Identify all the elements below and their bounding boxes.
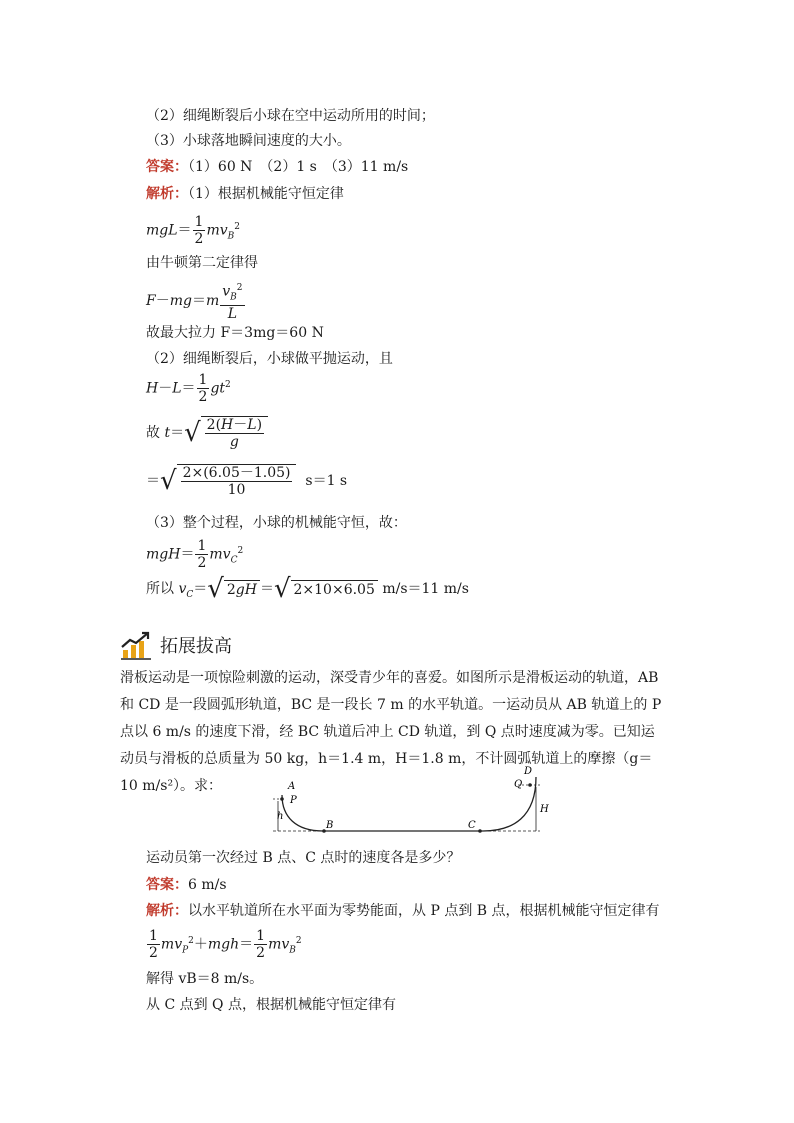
skateboard-track-diagram (268, 765, 558, 840)
section-heading (120, 630, 232, 660)
section-analysis-text: 以水平轨道所在水平面为零势能面，从 P 点到 B 点，根据机械能守恒定律有 (188, 903, 660, 919)
problem-text: 滑板运动是一项惊险刺激的运动，深受青少年的喜爱。如图所示是滑板运动的轨道，AB和 CD 是一段圆弧形轨道，BC 是一段长 7 m 的水平轨道。一运动员从 AB 轨道上的 P 点以 6 m/s 的速度下滑，经 BC 轨道后冲上 CD 轨道，到 Q 点时速度减为零。已知运动员与滑板的总质量为 50 kg，h＝1.4 m，H＝1.8 m，不计圆弧轨道上的摩擦（g＝10 m/s²）。求： (120, 670, 662, 794)
section-analysis-label: 解析： (146, 903, 188, 919)
answer-text: （1）60 N （2）1 s （3）11 m/s (188, 159, 409, 175)
label-b: B (326, 820, 334, 831)
label-d: D (524, 766, 533, 777)
section-analysis-line (146, 902, 660, 920)
section-answer-label: 答案： (146, 877, 188, 893)
analysis-step-1: （1）根据机械能守恒定律 (188, 186, 344, 202)
label-p: P (290, 795, 297, 806)
chart-trend-icon (120, 630, 152, 660)
vc-result: m/s＝11 m/s (382, 581, 469, 597)
step-3-text: （3）整个过程，小球的机械能守恒，故： (146, 515, 407, 531)
answer-line (146, 158, 408, 176)
t-result: s＝1 s (305, 473, 348, 489)
section-answer-line (146, 876, 227, 894)
equation-newton: F－mg＝m $\frac{v_B^2}{L}$ (146, 280, 246, 322)
vb-result: 解得 vB＝8 m/s。 (146, 971, 264, 987)
equation-energy: mgL＝ $\frac{1}{2}$ $mv_B^2$ (146, 214, 241, 247)
analysis-line (146, 185, 344, 203)
equation-t: 故 t＝ √ $\frac{2(H-L)}{g}$ (146, 416, 268, 450)
equation-fall: H－L＝ $\frac{1}{2}$ $gt^2$ (146, 372, 231, 405)
label-q: Q (514, 779, 523, 790)
equation-p-to-b: $\frac{1}{2}$ $mv_P^2+mgh=$ $\frac{1}{2}$ $mv_B^2$ (149, 928, 302, 961)
step-2-text: （2）细绳断裂后，小球做平抛运动，且 (146, 351, 393, 367)
newton-text: 由牛顿第二定律得 (146, 255, 258, 271)
equation-energy-c: mgH＝ $\frac{1}{2}$ $mv_C^2$ (146, 538, 244, 571)
equation-t-value: ＝ √ $\frac{2\times(6.05-1.05)}{10}$ s＝1 s (146, 465, 348, 498)
section-title: 拓展拔高 (160, 636, 232, 657)
question-2: （2）细绳断裂后小球在空中运动所用的时间； (146, 108, 435, 124)
label-h-small: h (277, 811, 284, 822)
equation-vc: 所以 $v_C=$ √ 2gH ＝ √ 2×10×6.05 m/s＝11 m/s (146, 574, 469, 604)
max-tension: 故最大拉力 F＝3mg＝60 N (146, 325, 324, 341)
c-to-q-text: 从 C 点到 Q 点，根据机械能守恒定律有 (146, 997, 396, 1013)
label-h-large: H (540, 804, 549, 815)
section-answer-text: 6 m/s (188, 877, 227, 893)
answer-label: 答案： (146, 159, 188, 175)
label-a: A (288, 781, 296, 792)
question-3: （3）小球落地瞬间速度的大小。 (146, 133, 351, 149)
analysis-label: 解析： (146, 186, 188, 202)
sub-question: 运动员第一次经过 B 点、C 点时的速度各是多少？ (146, 850, 461, 866)
label-c: C (468, 820, 476, 831)
